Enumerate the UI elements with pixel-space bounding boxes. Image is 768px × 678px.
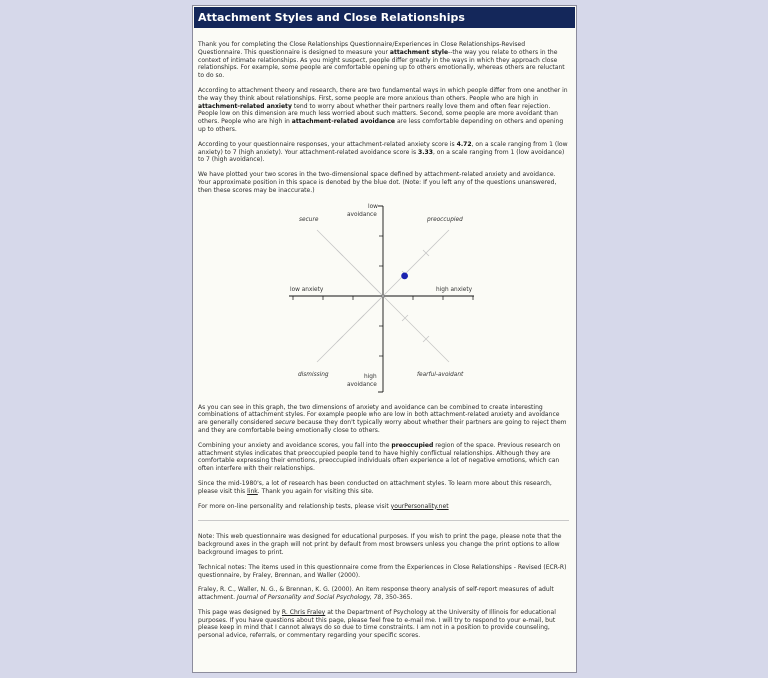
scores-paragraph: According to your questionnaire responses, your attachment-related anxiety score is 4.72, on a scale ranging from 1 (low anxiety) to 7 (high anxiety). Your attachment-related avoidance score is 3.33, on a scale ranging from 1 (low avoidance) to 7 (high avoidance). bbox=[198, 140, 568, 164]
dismissing-label: dismissing bbox=[298, 371, 329, 378]
high-anxiety-label: high anxiety bbox=[436, 286, 473, 293]
high-avoidance-label: high bbox=[364, 373, 377, 380]
intro-paragraph: Thank you for completing the Close Relationships Questionnaire/Experiences in Close Relationships-Revised Questionnaire. This questionnaire is designed to measure your attachment style--the way you relate to others in the context of intimate relationships. As you might suspect, people differ greatly in the ways in which they approach close relationships. For example, some people are comfortable opening up to others emotionally, whereas others are reluctant to do so. bbox=[198, 41, 565, 80]
low-anxiety-label: low anxiety bbox=[290, 286, 324, 293]
content-body bbox=[193, 28, 576, 640]
page-title: Attachment Styles and Close Relationships bbox=[194, 7, 575, 28]
author-note: This page was designed by R. Chris Fraley at the Department of Psychology at the University of Illinois for educational purposes. If you have questions about this page, please feel free to e-mail me. I will try to respond to your e-mail, but please keep in mind that I cannot always do so due to time constraints. I am not in a position to provide counseling, personal advice, referrals, or commentary regarding your specific scores. bbox=[198, 608, 556, 640]
score-dot bbox=[401, 272, 408, 279]
author-link[interactable]: R. Chris Fraley bbox=[281, 608, 326, 616]
fearful-avoidant-label: fearful-avoidant bbox=[417, 371, 464, 378]
plot-explanation: We have plotted your two scores in the two-dimensional space defined by attachment-related anxiety and avoidance. Your approximate position in this space is denoted by the blue dot. (Note: If you left any of the questions unanswered, then these scores may be inaccurate.) bbox=[198, 171, 557, 194]
print-note: Note: This web questionnaire was designed for educational purposes. If you wish to print the page, please note that the background axes in the graph will not print by default from most browsers unless you change the print options to allow background images to print. bbox=[198, 533, 562, 556]
avoidance-score: 3.33 bbox=[418, 148, 433, 156]
technical-note: Technical notes: The items used in this questionnaire come from the Experiences in Close Relationships - Revised (ECR-R) questionnaire, by Fraley, Brennan, and Waller (2000). bbox=[198, 563, 567, 579]
result-style: preoccupied bbox=[391, 441, 434, 449]
low-avoidance-label-2: avoidance bbox=[347, 211, 377, 218]
preoccupied-label: preoccupied bbox=[427, 216, 463, 223]
low-avoidance-label: low bbox=[368, 203, 378, 210]
yourpersonality-link[interactable]: yourPersonality.net bbox=[390, 502, 449, 510]
anxiety-score: 4.72 bbox=[456, 140, 472, 148]
attachment-graph bbox=[286, 202, 486, 398]
content-panel bbox=[192, 5, 577, 673]
secure-label: secure bbox=[299, 216, 319, 223]
high-avoidance-label-2: avoidance bbox=[347, 381, 377, 388]
result-paragraph: Combining your anxiety and avoidance scores, you fall into the preoccupied region of the space. Previous research on attachment styles indicates that preoccupied people tend to have highly conflictual relationships. Although they are comfortable expressing their emotions, preoccupied individuals often experience a lot of negative emotions, which can often interfere with their relationships. bbox=[198, 441, 561, 473]
more-tests-paragraph: For more on-line personality and relationship tests, please visit yourPersonality.net bbox=[198, 502, 449, 510]
research-link[interactable]: link bbox=[247, 487, 258, 495]
graph-axes bbox=[286, 202, 486, 398]
combination-paragraph: As you can see in this graph, the two dimensions of anxiety and avoidance can be combined to create interesting combinations of attachment styles. For example people who are low in both attachment-related anxiety and avoidance are generally considered secure because they don't typically worry about whether their partners are going to reject them and they are comfortable being emotionally close to others. bbox=[198, 403, 567, 434]
divider bbox=[198, 520, 569, 521]
research-paragraph: Since the mid-1980's, a lot of research has been conducted on attachment styles. To learn more about this research, please visit this link. Thank you again for visiting this site. bbox=[198, 479, 552, 495]
citation: Fraley, R. C., Waller, N. G., & Brennan, K. G. (2000). An item response theory analysis of self-report measures of adult attachment. Journal of Personality and Social Psychology, 78, 350-365. bbox=[198, 586, 554, 602]
theory-paragraph: According to attachment theory and research, there are two fundamental ways in which people differ from one another in the way they think about relationships. First, some people are more anxious than others. People who are high in attachment-related anxiety tend to worry about whether their partners really love them and often fear rejection. People low on this dimension are much less worried about such matters. Second, some people are more avoidant than others. People who are high in attachment-related avoidance are less comfortable depending on others and opening up to others. bbox=[198, 86, 568, 133]
